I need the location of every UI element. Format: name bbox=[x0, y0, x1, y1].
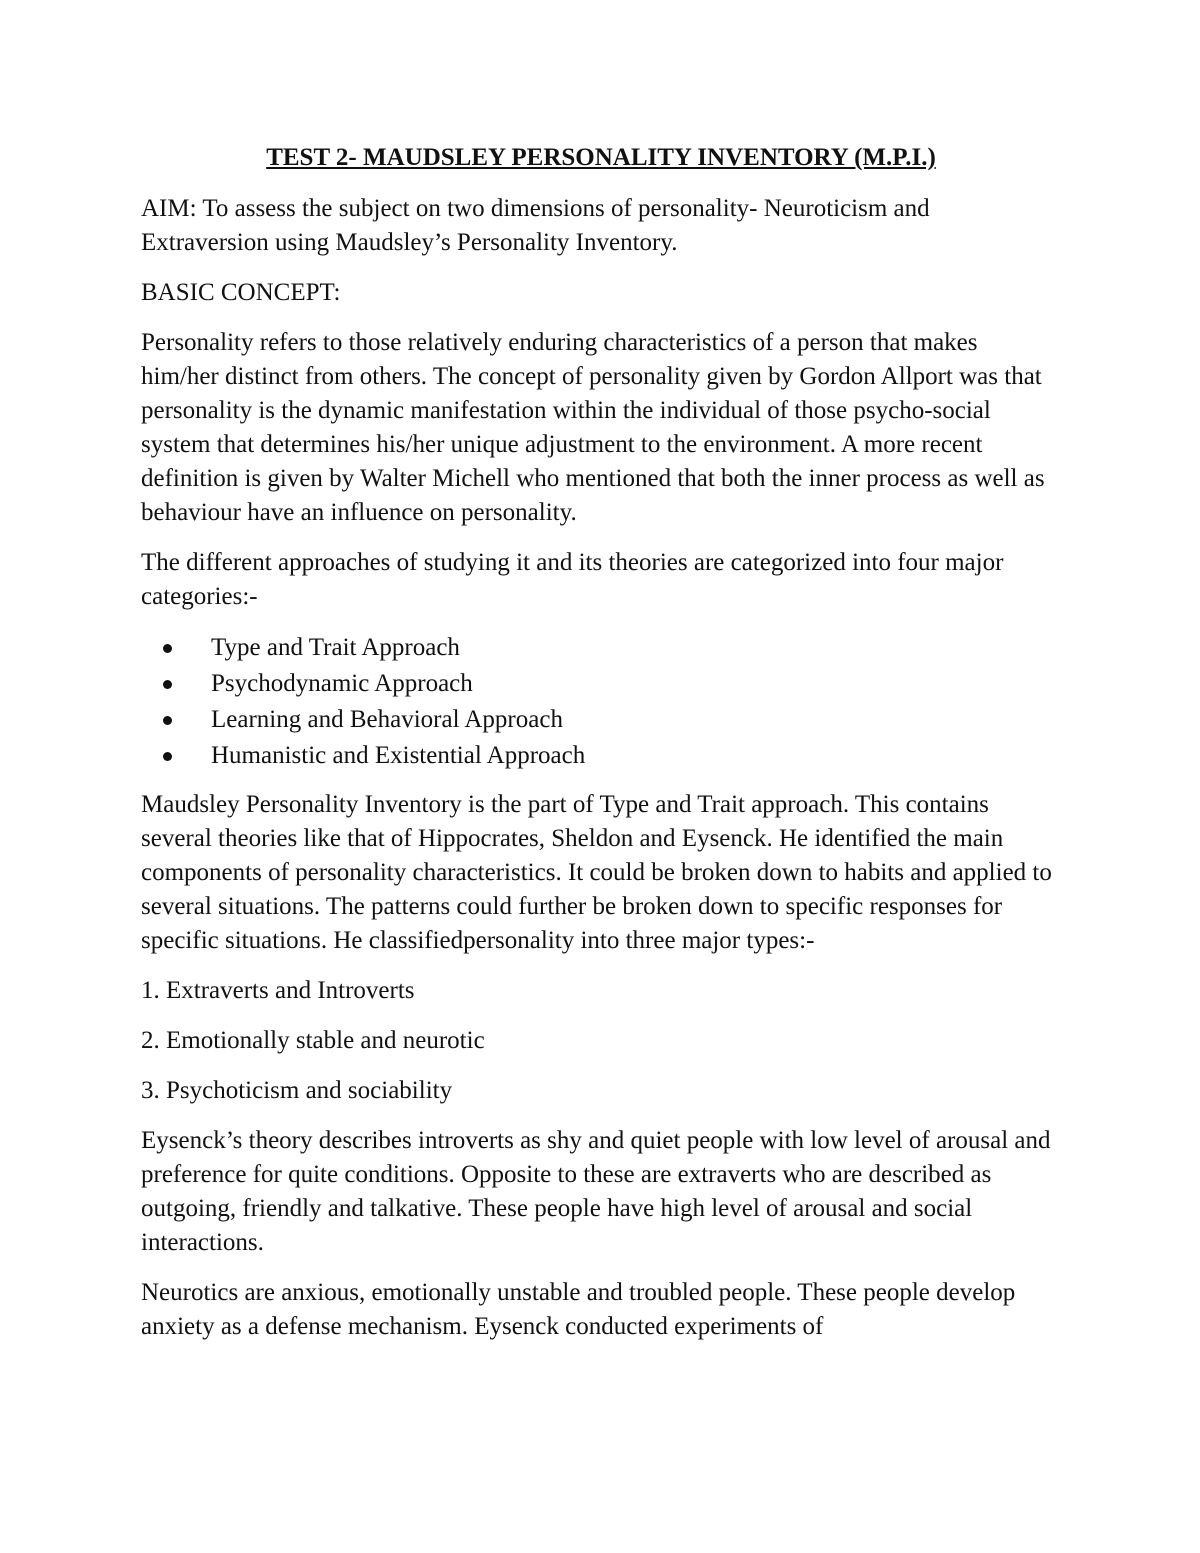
neurotics-paragraph: Neurotics are anxious, emotionally unstable and troubled people. These people develop anxiety as a defense mechanism. Eysenck conducted experiments of bbox=[141, 1279, 1016, 1340]
type-item: 2. Emotionally stable and neurotic bbox=[141, 1027, 485, 1054]
personality-paragraph: Personality refers to those relatively enduring characteristics of a person that makes him/her distinct from others. The concept of personality given by Gordon Allport was that personality is the dynamic manifestation within the individual of those psycho-social system that determines his/her unique adjustment to the environment. A more recent definition is given by Walter Michell who mentioned that both the inner process as well as behaviour have an influence on personality. bbox=[141, 329, 1045, 526]
mpi-paragraph: Maudsley Personality Inventory is the part of Type and Trait approach. This contains several theories like that of Hippocrates, Sheldon and Eysenck. He identified the main components of personality characteristics. It could be broken down to habits and applied to several situations. The patterns could further be broken down to specific responses for specific situations. He classifiedpersonality into three major types:- bbox=[141, 791, 1052, 954]
list-item bbox=[141, 702, 1061, 738]
list-item-text: Type and Trait Approach bbox=[211, 634, 460, 661]
bullet-icon bbox=[163, 644, 172, 653]
list-item bbox=[141, 738, 1061, 774]
type-item: 3. Psychoticism and sociability bbox=[141, 1077, 453, 1104]
aim-paragraph: AIM: To assess the subject on two dimensions of personality- Neuroticism and Extraversion using Maudsley’s Personality Inventory. bbox=[141, 195, 930, 256]
eysenck-paragraph: Eysenck’s theory describes introverts as shy and quiet people with low level of arousal and preference for quite conditions. Opposite to these are extraverts who are described as outgoing, friendly and talkative. These people have high level of arousal and social interactions. bbox=[141, 1127, 1051, 1256]
bullet-icon bbox=[163, 680, 172, 689]
list-item bbox=[141, 666, 1061, 702]
basic-concept-heading: BASIC CONCEPT: bbox=[141, 279, 341, 306]
document-page bbox=[141, 141, 1061, 1360]
bullet-icon bbox=[163, 752, 172, 761]
list-item-text: Humanistic and Existential Approach bbox=[211, 742, 586, 769]
approaches-paragraph: The different approaches of studying it and its theories are categorized into four major categories:- bbox=[141, 549, 1004, 610]
approaches-list bbox=[141, 630, 1061, 774]
list-item bbox=[141, 630, 1061, 666]
type-item: 1. Extraverts and Introverts bbox=[141, 977, 415, 1004]
document-title: TEST 2- MAUDSLEY PERSONALITY INVENTORY (M.P.I.) bbox=[266, 144, 936, 171]
bullet-icon bbox=[163, 716, 172, 725]
list-item-text: Learning and Behavioral Approach bbox=[211, 706, 563, 733]
list-item-text: Psychodynamic Approach bbox=[211, 670, 473, 697]
